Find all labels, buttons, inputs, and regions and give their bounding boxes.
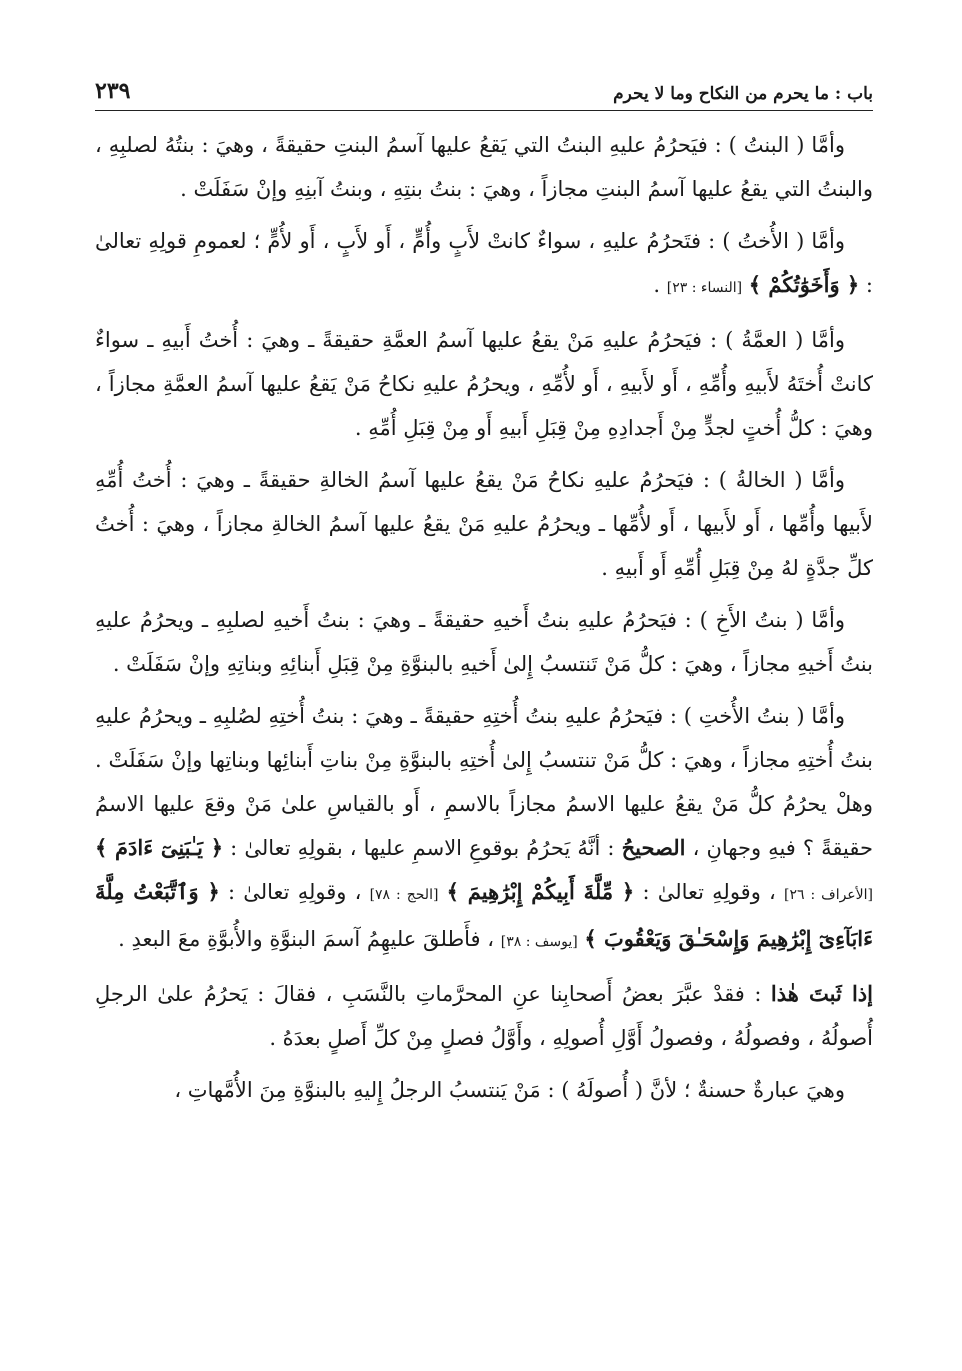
paragraph-text: : أنَّهُ يَحرُمُ بوقوعِ الاسمِ عليها ، بقولِهِ تعالىٰ : (223, 836, 622, 860)
verse-reference: [الأعراف : ٢٦] (784, 887, 873, 903)
paragraph-sister-daughter (95, 694, 873, 964)
quran-verse: ﴿ وَٱتَّبَعْتُ مِلَّةَ ءَابَآءِىٓ إِبْرَٰهِيمَ وَإِسْحَـٰقَ وَيَعْقُوبَ ﴾ (95, 879, 873, 951)
paragraph-text: وهيَ عبارةٌ حسنةٌ ؛ لأنَّ ( أُصولَهُ ) : مَنْ يَنتسبُ الرجلُ إِليهِ بالبنوَّةِ مِنَ الأُمَّهاتِ ، (174, 1078, 845, 1102)
verse-reference: [النساء : ٢٣] (666, 280, 743, 296)
paragraph-text: وأمَّا ( العمَّةُ ) : فيَحرُمُ عليهِ مَنْ يقعُ عليها آسمُ العمَّةِ حقيقةً ـ وهيَ : أُختُ أَبيهِ ـ سواءٌ كانتْ أُختَهُ لأَبيهِ وأُمِّهِ ، أَو لأَبيهِ ، أَو لأُمِّهِ ، ويحرُمُ عليهِ نكاحُ مَنْ يَقعُ عليها آسمُ العمَّةِ مجازاً ، وهيَ : كلُّ أُختٍ لجدٍّ مِنْ أَجدادِهِ مِنْ قِبَلِ أَبيهِ أَو مِنْ قِبَلِ أُمِّهِ . (95, 328, 873, 440)
paragraph-text: وأمَّا ( بنتُ الأُختِ ) : فيَحرُمُ عليهِ بنتُ أُختِهِ حقيقةً ـ وهيَ : بنتُ أُختِهِ لصُلبِهِ ـ ويحرُمُ عليهِ بنتُ أُختِهِ مجازاً ، وهيَ : كلُّ مَنْ تنتسبُ إِلىٰ أُختِهِ بالبنوَّةِ مِنْ بناتِ أَبنائِها وبناتِها وإنْ سَفَلَتْ . وهلْ يحرُمُ كلُّ مَنْ يقعُ عليها الاسمُ مجازاً بالاسمِ ، أَو بالقياسِ علىٰ مَنْ وقعَ عليها الاسمُ حقيقةً ؟ فيهِ وجهانِ ، (95, 704, 873, 860)
paragraph-text: وأمَّا ( الخالةُ ) : فيَحرُمُ عليهِ نكاحُ مَنْ يقعُ عليها آسمُ الخالةِ حقيقةً ـ وهيَ : أُختُ أُمِّهِ لأَبيها وأُمِّها ، أَو لأَبيها ، أَو لأُمِّها ـ ويحرُمُ عليهِ مَنْ يقعُ عليها آسمُ الخالةِ مجازاً ، وهيَ : أُختُ كلِّ جدَّةٍ لهُ مِنْ قِبَلِ أُمِّهِ أَو أَبيهِ . (95, 468, 873, 580)
verse-reference: [الحج : ٧٨] (369, 887, 439, 903)
paragraph-explanation (95, 1068, 873, 1112)
paragraph-text: ، وقولِهِ تعالىٰ : (219, 880, 370, 904)
paragraph-text: ، فأَطلقَ عليهِمُ آسمَ البنوَّةِ والأُبوَّةِ معَ البعدِ . (118, 927, 501, 951)
paragraph-text: : فقدْ عبَّرَ بعضُ أَصحابِنا عنِ المحرَّماتِ بالنَّسَبِ ، فقالَ : يَحرُمُ علىٰ الرجلِ أُصولُهُ ، وفصولُهُ ، وفصولُ أَوَّلِ أُصولِهِ ، وأَوَّلُ فصلٍ مِنْ كلِّ أَصلٍ بعدَهُ . (95, 982, 873, 1050)
paragraph-brother-daughter (95, 598, 873, 686)
paragraph-sister (95, 219, 873, 310)
paragraph-daughter (95, 123, 873, 211)
book-page (95, 78, 873, 1120)
paragraph-text: . (653, 273, 667, 297)
quran-verse: ﴿ وَأَخَوَٰتُكُمْ ﴾ (748, 272, 860, 297)
paragraph-text: ، وقولِهِ تعالىٰ : (634, 880, 785, 904)
page-number: ٢٣٩ (95, 78, 131, 104)
chapter-title: باب : ما يحرم من النكاح وما لا يحرم (613, 84, 873, 104)
verse-reference: [يوسف : ٣٨] (500, 934, 578, 950)
bold-term: الصحيحُ (621, 835, 686, 860)
paragraph-summary (95, 972, 873, 1060)
paragraph-maternal-aunt (95, 458, 873, 590)
paragraph-text: وأمَّا ( الأُختُ ) : فتَحرُمُ عليهِ ، سواءٌ كانتْ لأَبٍ وأُمٍّ ، أَو لأَبٍ ، أَو لأُمٍّ ؛ لعمومِ قولِهِ تعالىٰ : (95, 229, 873, 297)
paragraph-text: وأمَّا ( البنتُ ) : فيَحرُمُ عليهِ البنتُ التي يَقعُ عليها آسمُ البنتِ حقيقةً ، وهيَ : بنتُهُ لصلبِهِ ، والبنتُ التي يقعُ عليها آسمُ البنتِ مجازاً ، وهيَ : بنتُ بنتِهِ ، وبنتُ آبنِهِ وإنْ سَفَلَتْ . (95, 133, 873, 201)
quran-verse: ﴿ مِّلَّةَ أَبِيكُمْ إِبْرَٰهِيمَ ﴾ (446, 879, 635, 904)
quran-verse: ﴿ يَـٰبَنِىٓ ءَادَمَ ﴾ (95, 835, 224, 860)
bold-term: إذا ثَبتَ هٰذا (770, 981, 873, 1006)
paragraph-text: وأمَّا ( بنتُ الأَخِ ) : فيَحرُمُ عليهِ بنتُ أَخيهِ حقيقةً ـ وهيَ : بنتُ أَخيهِ لصلبِهِ ـ ويحرُمُ عليهِ بنتُ أَخيهِ مجازاً ، وهيَ : كلُّ مَنْ تَنتسبُ إِلىٰ أَخيهِ بالبنوَّةِ مِنْ قِبَلِ أَبنائِهِ وبناتِهِ وإنْ سَفَلَتْ . (95, 608, 873, 676)
page-header (95, 78, 873, 111)
paragraph-paternal-aunt (95, 318, 873, 450)
